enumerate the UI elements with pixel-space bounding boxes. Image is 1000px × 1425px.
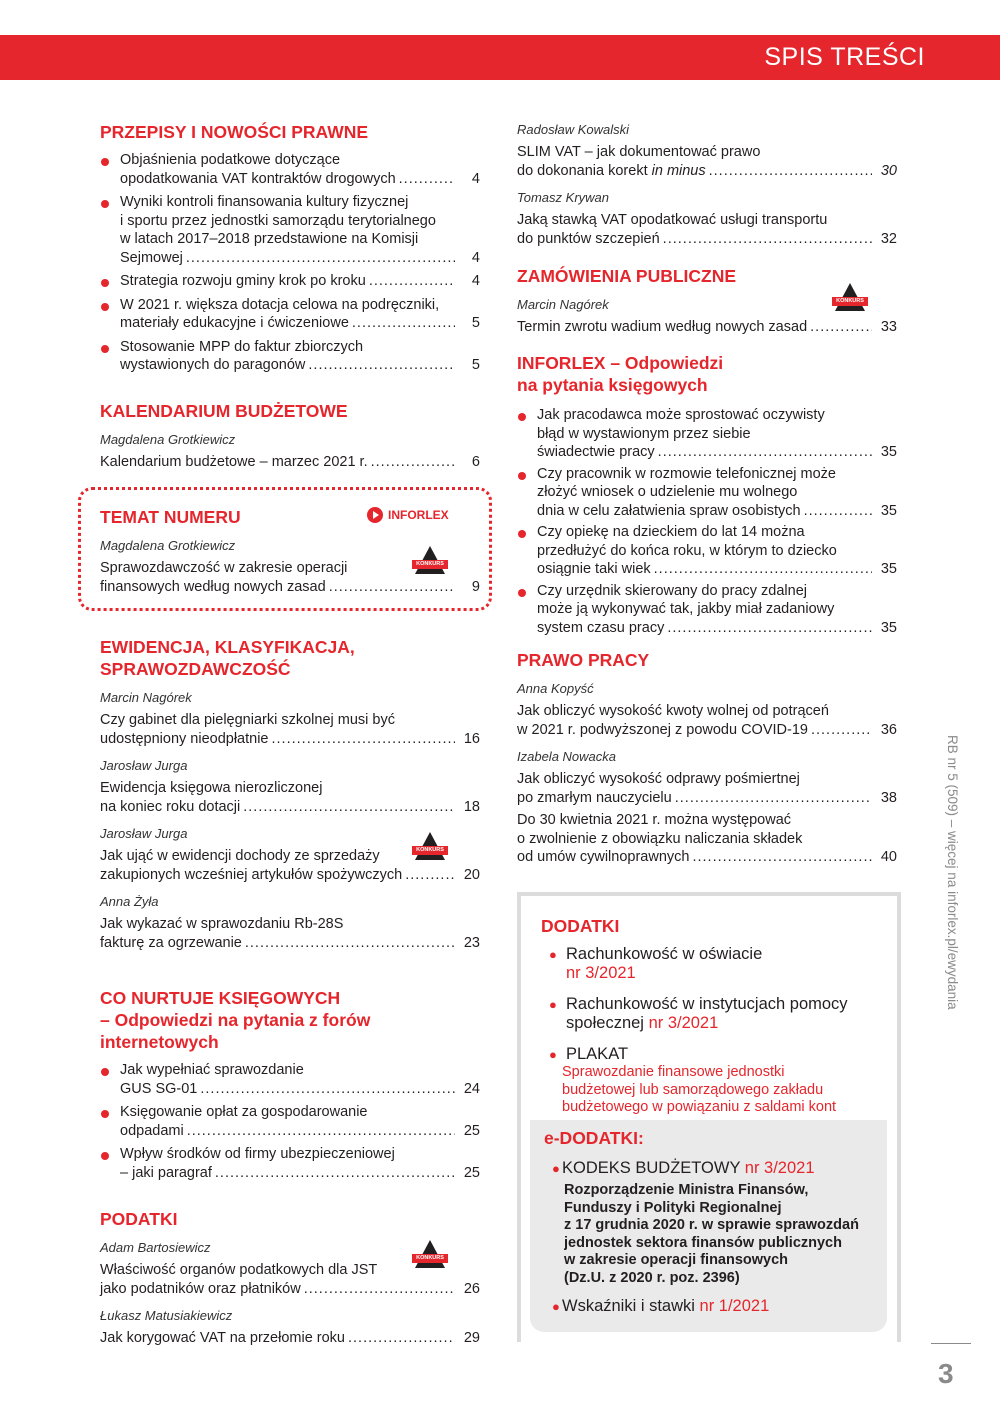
entry-line: po zmarłym nauczycielu	[517, 789, 672, 806]
konkurs-icon: KONKURS	[415, 1240, 445, 1274]
konkurs-icon: KONKURS	[415, 546, 445, 580]
dodatki-item-description: budżetowej lub samorządowego zakładu	[562, 1081, 824, 1098]
section-vat	[517, 116, 897, 248]
description-line: w zakresie operacji finansowych	[564, 1252, 789, 1268]
divider	[931, 1343, 971, 1344]
dodatki-item-number: nr 3/2021	[566, 964, 636, 982]
page-ref: 20	[463, 866, 480, 883]
entry-line: i sportu przez jednostki samorządu terytorialnego	[120, 212, 436, 229]
section-title: na pytania księgowych	[517, 375, 708, 395]
entry-line: Objaśnienia podatkowe dotyczące	[120, 152, 341, 168]
toc-entry[interactable]	[517, 523, 897, 579]
entry-line: fakturę za ogrzewanie	[100, 934, 242, 951]
section-title: INFORLEX – Odpowiedzi	[517, 353, 724, 373]
entry-line: do punktów szczepień	[517, 230, 660, 247]
entry-line: Do 30 kwietnia 2021 r. można występować	[517, 812, 792, 828]
page-ref: 33	[880, 319, 897, 335]
description-line: Funduszy i Polityki Regionalnej	[564, 1199, 782, 1216]
section-co-nurtuje	[100, 987, 480, 1182]
entry-line: Sejmowej	[120, 249, 183, 266]
page-ref: 4	[471, 249, 480, 266]
page-ref: 35	[880, 502, 897, 519]
side-note: RB nr 5 (509) – więcej na inforlex.pl/ewydania	[945, 735, 960, 1010]
section-title: CO NURTUJE KSIĘGOWYCH	[100, 988, 341, 1008]
entry-line: GUS SG-01	[120, 1080, 198, 1097]
dodatki-item-description: Sprawozdanie finansowe jednostki	[562, 1064, 785, 1080]
entry-line: SLIM VAT – jak dokumentować prawo	[517, 144, 761, 160]
toc-entry[interactable]	[100, 915, 480, 952]
page-ref: 35	[880, 561, 897, 577]
entry-line: błąd w wystawionym przez siebie	[537, 425, 751, 442]
author: Radosław Kowalski	[517, 122, 629, 137]
dodatki-item-description: budżetowego w powiązaniu z saldami kont	[562, 1099, 837, 1115]
toc-entry[interactable]	[100, 1329, 480, 1348]
entry-line: Ewidencja księgowa nierozliczonej	[100, 780, 323, 796]
page-ref: 35	[880, 619, 897, 636]
entry-line: w 2021 r. podwyższonej z powodu COVID-19	[517, 721, 808, 738]
page-ref: 38	[880, 789, 897, 806]
entry-line: Jak ująć w ewidencji dochody ze sprzedaży	[100, 848, 380, 864]
entry-line: Czy pracownik w rozmowie telefonicznej może	[537, 465, 836, 482]
page-ref: 4	[471, 170, 480, 187]
entry-line: Czy gabinet dla pielęgniarki szkolnej musi być	[100, 712, 395, 728]
author: Magdalena Grotkiewicz	[100, 538, 236, 553]
entry-line: w latach 2017–2018 przedstawione na Komisji	[120, 231, 419, 247]
entry-line: osiągnie taki wiek	[537, 561, 651, 577]
section-title: SPRAWOZDAWCZOŚĆ	[100, 659, 291, 679]
author: Łukasz Matusiakiewicz	[100, 1308, 233, 1323]
page-ref: 29	[463, 1330, 480, 1346]
author: Jarosław Jurga	[100, 826, 188, 841]
author: Jarosław Jurga	[100, 758, 188, 773]
page-ref: 25	[463, 1164, 480, 1181]
description-line: jednostek sektora finansów publicznych	[564, 1234, 842, 1251]
entry-line: Wpływ środków od firmy ubezpieczeniowej	[120, 1146, 395, 1162]
entry-line: złożyć wniosek o udzielenie mu wolnego	[537, 484, 798, 500]
entry-line: Jaką stawką VAT opodatkować usługi transportu	[517, 212, 828, 228]
entry-line: Właściwość organów podatkowych dla JST	[100, 1262, 378, 1278]
page-ref: 4	[471, 273, 480, 289]
page-ref: 5	[471, 357, 480, 373]
page-ref: 26	[463, 1280, 480, 1297]
toc-entry[interactable]	[100, 272, 480, 291]
toc-entry[interactable]	[517, 406, 897, 462]
entry-line: o zwolnienie z obowiązku naliczania składek	[517, 830, 803, 847]
toc-entry[interactable]	[517, 211, 897, 248]
section-prawo-pracy	[517, 649, 897, 867]
page-ref: 23	[463, 934, 480, 951]
author: Marcin Nagórek	[100, 690, 192, 705]
entry-line: przedłużyć do końca roku, w którym to dziecko	[537, 542, 837, 559]
section-title: TEMAT NUMERU	[100, 507, 241, 527]
dodatki-item-number: nr 3/2021	[648, 1014, 719, 1032]
page-ref: 18	[463, 798, 480, 815]
e-dodatki-item-number: nr 3/2021	[744, 1159, 815, 1177]
toc-entry[interactable]	[100, 296, 480, 333]
toc-entry[interactable]	[517, 702, 897, 739]
section-inforlex	[517, 352, 897, 637]
section-title: internetowych	[100, 1032, 219, 1052]
dodatki-item[interactable]	[541, 1045, 881, 1117]
entry-line: wystawionych do paragonów	[120, 357, 306, 373]
entry-line: materiały edukacyjne i ćwiczeniowe	[120, 315, 349, 331]
section-ewidencja	[100, 636, 480, 952]
section-podatki	[100, 1208, 480, 1348]
toc-entry[interactable]	[100, 151, 480, 188]
entry-line: Jak obliczyć wysokość odprawy pośmiertnej	[517, 771, 800, 787]
toc-entry[interactable]	[517, 143, 897, 180]
inforlex-badge-label: INFORLEX	[388, 508, 449, 522]
author: Tomasz Krywan	[517, 190, 609, 205]
entry-line: Jak pracodawca może sprostować oczywisty	[537, 407, 825, 423]
entry-line: Jak wypełniać sprawozdanie	[120, 1062, 304, 1078]
entry-line: na koniec roku dotacji	[100, 798, 241, 815]
entry-line: świadectwie pracy	[537, 444, 655, 460]
entry-line: W 2021 r. większa dotacja celowa na podręczniki,	[120, 296, 440, 313]
dodatki-item-label: Rachunkowość w oświacie	[566, 945, 763, 963]
entry-line-italic: in minus	[651, 162, 706, 179]
entry-line: Czy opiekę na dzieckiem do lat 14 można	[537, 524, 805, 540]
author: Anna Kopyść	[517, 681, 594, 696]
section-title: PODATKI	[100, 1209, 178, 1229]
toc-entry[interactable]	[100, 193, 480, 267]
e-dodatki-title: e-DODATKI:	[544, 1128, 644, 1148]
toc-entry[interactable]	[517, 770, 897, 807]
entry-line: Wyniki kontroli finansowania kultury fizycznej	[120, 194, 409, 210]
entry-line: Czy urzędnik skierowany do pracy zdalnej	[537, 582, 807, 599]
entry-line: odpadami	[120, 1122, 184, 1139]
toc-entry[interactable]	[517, 811, 897, 867]
entry-line: Jak wykazać w sprawozdaniu Rb-28S	[100, 916, 344, 932]
entry-line: Termin zwrotu wadium według nowych zasad	[517, 319, 808, 335]
entry-line: opodatkowania VAT kontraktów drogowych	[120, 170, 396, 187]
page-ref: 9	[471, 578, 480, 595]
toc-entry[interactable]	[100, 1103, 480, 1140]
page-ref: 40	[880, 849, 897, 865]
e-dodatki-box	[530, 1120, 887, 1332]
entry-line: może ją wykonywać tak, jakby miał zadaniowy	[537, 601, 835, 617]
section-kalendarium	[100, 400, 480, 472]
entry-line: Stosowanie MPP do faktur zbiorczych	[120, 338, 364, 355]
e-dodatki-item[interactable]	[544, 1159, 879, 1178]
header-banner	[0, 35, 1000, 80]
section-title: PRZEPISY I NOWOŚCI PRAWNE	[100, 122, 369, 142]
entry-line: – jaki paragraf	[120, 1164, 212, 1181]
description-line: z 17 grudnia 2020 r. w sprawie sprawozdań	[564, 1217, 859, 1233]
dodatki-item-label: PLAKAT	[566, 1045, 629, 1063]
author: Adam Bartosiewicz	[100, 1240, 211, 1255]
toc-entry[interactable]	[100, 453, 480, 472]
author: Anna Żyła	[100, 894, 159, 909]
section-title: KALENDARIUM BUDŻETOWE	[100, 401, 348, 421]
dodatki-title: DODATKI	[541, 916, 620, 936]
description-line: (Dz.U. z 2020 r. poz. 2396)	[564, 1269, 740, 1286]
section-title: – Odpowiedzi na pytania z forów	[100, 1010, 371, 1030]
toc-entry[interactable]	[100, 779, 480, 816]
e-dodatki-description	[564, 1182, 879, 1287]
toc-entry[interactable]	[100, 338, 480, 375]
entry-line: Księgowanie opłat za gospodarowanie	[120, 1104, 368, 1120]
entry-line: jako podatników oraz płatników	[100, 1280, 301, 1297]
page-ref: 5	[471, 315, 480, 331]
e-dodatki-item-label: KODEKS BUDŻETOWY	[562, 1159, 741, 1177]
entry-line: od umów cywilnoprawnych	[517, 849, 690, 865]
entry-line: zakupionych wcześniej artykułów spożywczych	[100, 866, 403, 883]
author: Magdalena Grotkiewicz	[100, 432, 236, 447]
dodatki-item[interactable]	[541, 945, 881, 983]
dodatki-item-label: Rachunkowość w instytucjach pomocy społecznej	[566, 995, 848, 1032]
e-dodatki-item-label: Wskaźniki i stawki	[562, 1297, 695, 1315]
toc-entry[interactable]	[100, 711, 480, 748]
e-dodatki-item-number: nr 1/2021	[699, 1297, 770, 1315]
toc-entry[interactable]	[517, 318, 897, 337]
page-ref: 30	[880, 162, 897, 179]
author: Marcin Nagórek	[517, 297, 609, 312]
page-ref: 32	[880, 230, 897, 247]
toc-entry[interactable]	[100, 1145, 480, 1182]
entry-line: udostępniony nieodpłatnie	[100, 730, 269, 747]
page-number: 3	[938, 1358, 954, 1389]
entry-line: dnia w celu załatwienia spraw osobistych	[537, 502, 801, 519]
entry-line: Kalendarium budżetowe – marzec 2021 r.	[100, 454, 368, 470]
author: Izabela Nowacka	[517, 749, 616, 764]
entry-line: Jak korygować VAT na przełomie roku	[100, 1330, 345, 1346]
entry-line: do dokonania korekt	[517, 162, 652, 179]
entry-line: system czasu pracy	[537, 619, 665, 636]
toc-entry[interactable]	[100, 1061, 480, 1098]
entry-line: Jak obliczyć wysokość kwoty wolnej od potrąceń	[517, 703, 829, 719]
page-ref: 16	[463, 730, 480, 747]
description-line: Rozporządzenie Ministra Finansów,	[564, 1182, 809, 1198]
section-przepisy	[100, 121, 480, 375]
toc-entry[interactable]	[517, 582, 897, 638]
page-ref: 6	[471, 454, 480, 470]
page-ref: 36	[880, 721, 897, 738]
page-title: SPIS TREŚCI	[764, 43, 925, 71]
page-ref: 24	[463, 1080, 480, 1097]
section-title: ZAMÓWIENIA PUBLICZNE	[517, 266, 737, 286]
dodatki-item[interactable]	[541, 995, 881, 1033]
entry-line: Strategia rozwoju gminy krok po kroku	[120, 273, 366, 289]
entry-line: Sprawozdawczość w zakresie operacji	[100, 560, 348, 576]
section-title: PRAWO PRACY	[517, 650, 650, 670]
konkurs-icon: KONKURS	[835, 283, 865, 317]
konkurs-icon: KONKURS	[415, 832, 445, 866]
toc-entry[interactable]	[517, 465, 897, 521]
section-title: EWIDENCJA, KLASYFIKACJA,	[100, 637, 355, 657]
page-ref: 35	[880, 444, 897, 460]
e-dodatki-item[interactable]	[544, 1297, 879, 1316]
entry-line: finansowych według nowych zasad	[100, 578, 326, 595]
page-ref: 25	[463, 1122, 480, 1139]
